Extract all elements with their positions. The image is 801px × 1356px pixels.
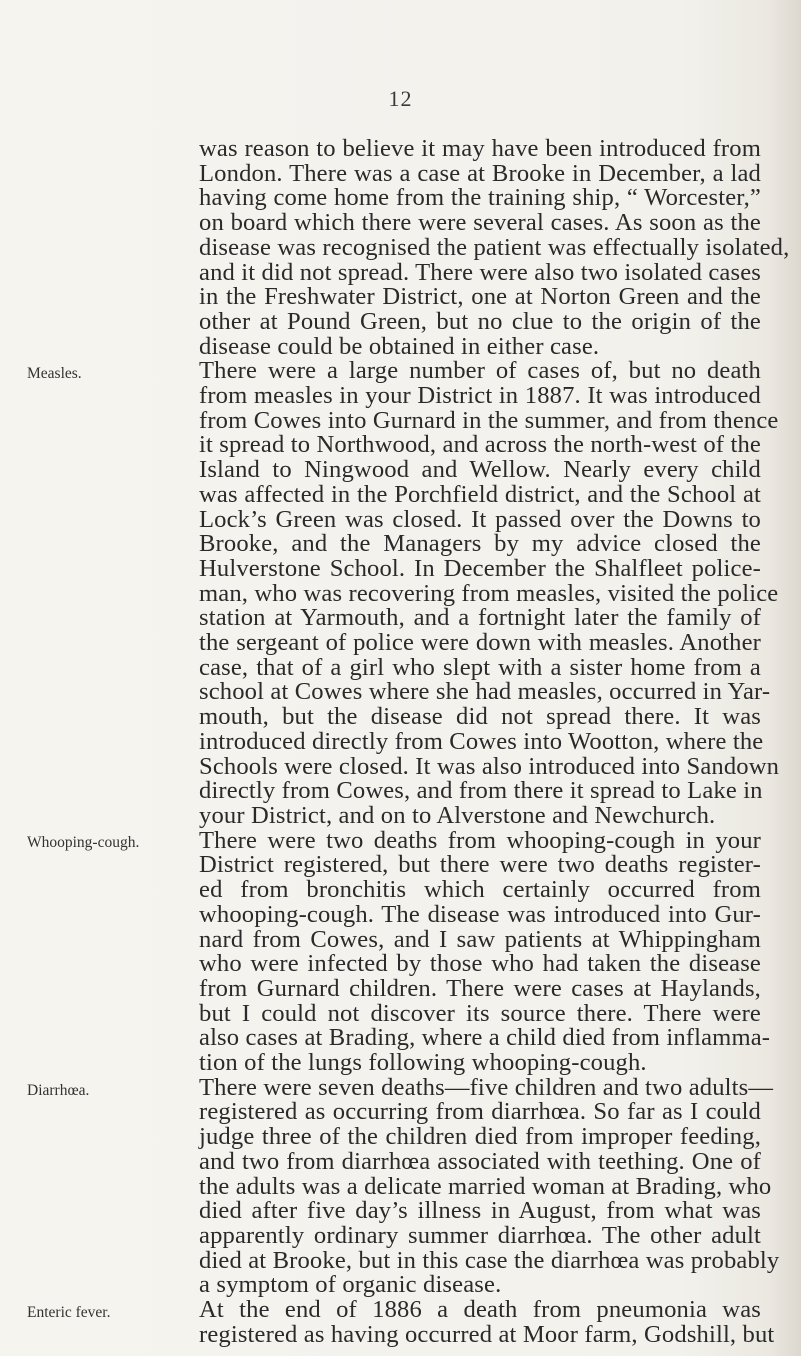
side-note-diarrhoea: Diarrhœa.: [27, 1081, 90, 1099]
text-line: Hulverstone School. In December the Shalfleet police-: [199, 554, 761, 582]
page-number: 12: [388, 86, 413, 111]
side-note-measles: Measles.: [27, 364, 82, 382]
text-line: other at Pound Green, but no clue to the origin of the: [199, 307, 761, 335]
text-line: There were seven deaths—five children and two adults—: [199, 1073, 774, 1101]
text-line: London. There was a case at Brooke in December, a lad: [199, 159, 761, 187]
text-line: who were infected by those who had taken the disease: [199, 950, 761, 978]
text-line: your District, and on to Alverstone and Newchurch.: [199, 801, 716, 829]
text-line: At the end of 1886 a death from pneumonia was: [199, 1296, 761, 1324]
text-line: the sergeant of police were down with measles. Another: [199, 629, 761, 657]
text-line: introduced directly from Cowes into Wootton, where the: [199, 727, 764, 755]
text-line: There were a large number of cases of, but no death: [199, 357, 761, 385]
text-line: registered as having occurred at Moor farm, Godshill, but: [199, 1320, 775, 1348]
text-line: disease could be obtained in either case.: [199, 332, 600, 360]
text-line: and it did not spread. There were also two isolated cases: [199, 258, 761, 286]
text-line: judge three of the children died from improper feeding,: [199, 1123, 761, 1151]
text-line: from Gurnard children. There were cases at Haylands,: [199, 974, 761, 1002]
text-line: also cases at Brading, where a child died from inflamma-: [199, 1024, 771, 1052]
text-line: in the Freshwater District, one at Norton Green and the: [199, 283, 761, 311]
text-line: Brooke, and the Managers by my advice closed the: [199, 530, 761, 558]
text-line: registered as occurring from diarrhœa. So far as I could: [199, 1098, 761, 1126]
text-line: ed from bronchitis which certainly occurred from: [199, 876, 761, 904]
text-line: having come home from the training ship, “ Worcester,”: [199, 184, 761, 212]
side-note-whooping-cough: Whooping-cough.: [27, 834, 140, 852]
text-line: There were two deaths from whooping-cough in your: [199, 826, 761, 854]
text-line: from Cowes into Gurnard in the summer, and from thence: [199, 406, 779, 434]
text-line: from measles in your District in 1887. It was introduced: [199, 382, 761, 410]
text-line: station at Yarmouth, and a fortnight later the family of: [199, 604, 761, 632]
text-line: it spread to Northwood, and across the north-west of the: [199, 431, 761, 459]
text-line: man, who was recovering from measles, visited the police: [199, 579, 779, 607]
text-line: the adults was a delicate married woman at Brading, who: [199, 1172, 772, 1200]
text-line: directly from Cowes, and from there it spread to Lake in: [199, 777, 763, 805]
text-line: mouth, but the disease did not spread there. It was: [199, 703, 761, 731]
text-line: and two from diarrhœa associated with teething. One of: [199, 1147, 761, 1175]
text-line: but I could not discover its source there. There were: [199, 999, 761, 1027]
text-line: died after five day’s illness in August, from what was: [199, 1197, 761, 1225]
text-line: was affected in the Porchfield district, and the School at: [199, 480, 761, 508]
text-line: tion of the lungs following whooping-cough.: [199, 1049, 647, 1077]
text-line: was reason to believe it may have been introduced from: [199, 135, 761, 162]
body-text: [199, 135, 790, 1348]
text-line: whooping-cough. The disease was introduced into Gur-: [199, 900, 761, 928]
text-line: Schools were closed. It was also introduced into Sandown: [199, 752, 780, 780]
text-line: District registered, but there were two deaths register-: [199, 851, 761, 879]
text-line: apparently ordinary summer diarrhœa. The other adult: [199, 1221, 761, 1249]
text-line: school at Cowes where she had measles, occurred in Yar-: [199, 678, 771, 706]
text-line: died at Brooke, but in this case the diarrhœa was probably: [199, 1246, 780, 1274]
text-line: Island to Ningwood and Wellow. Nearly every child: [199, 456, 761, 484]
text-line: nard from Cowes, and I saw patients at Whippingham: [199, 925, 761, 953]
text-line: a symptom of organic disease.: [199, 1271, 502, 1299]
text-line: disease was recognised the patient was effectually isolated,: [199, 233, 790, 261]
text-line: Lock’s Green was closed. It passed over the Downs to: [199, 505, 761, 533]
text-line: on board which there were several cases. As soon as the: [199, 209, 761, 237]
text-line: case, that of a girl who slept with a sister home from a: [199, 653, 761, 681]
side-note-enteric-fever: Enteric fever.: [27, 1303, 111, 1321]
